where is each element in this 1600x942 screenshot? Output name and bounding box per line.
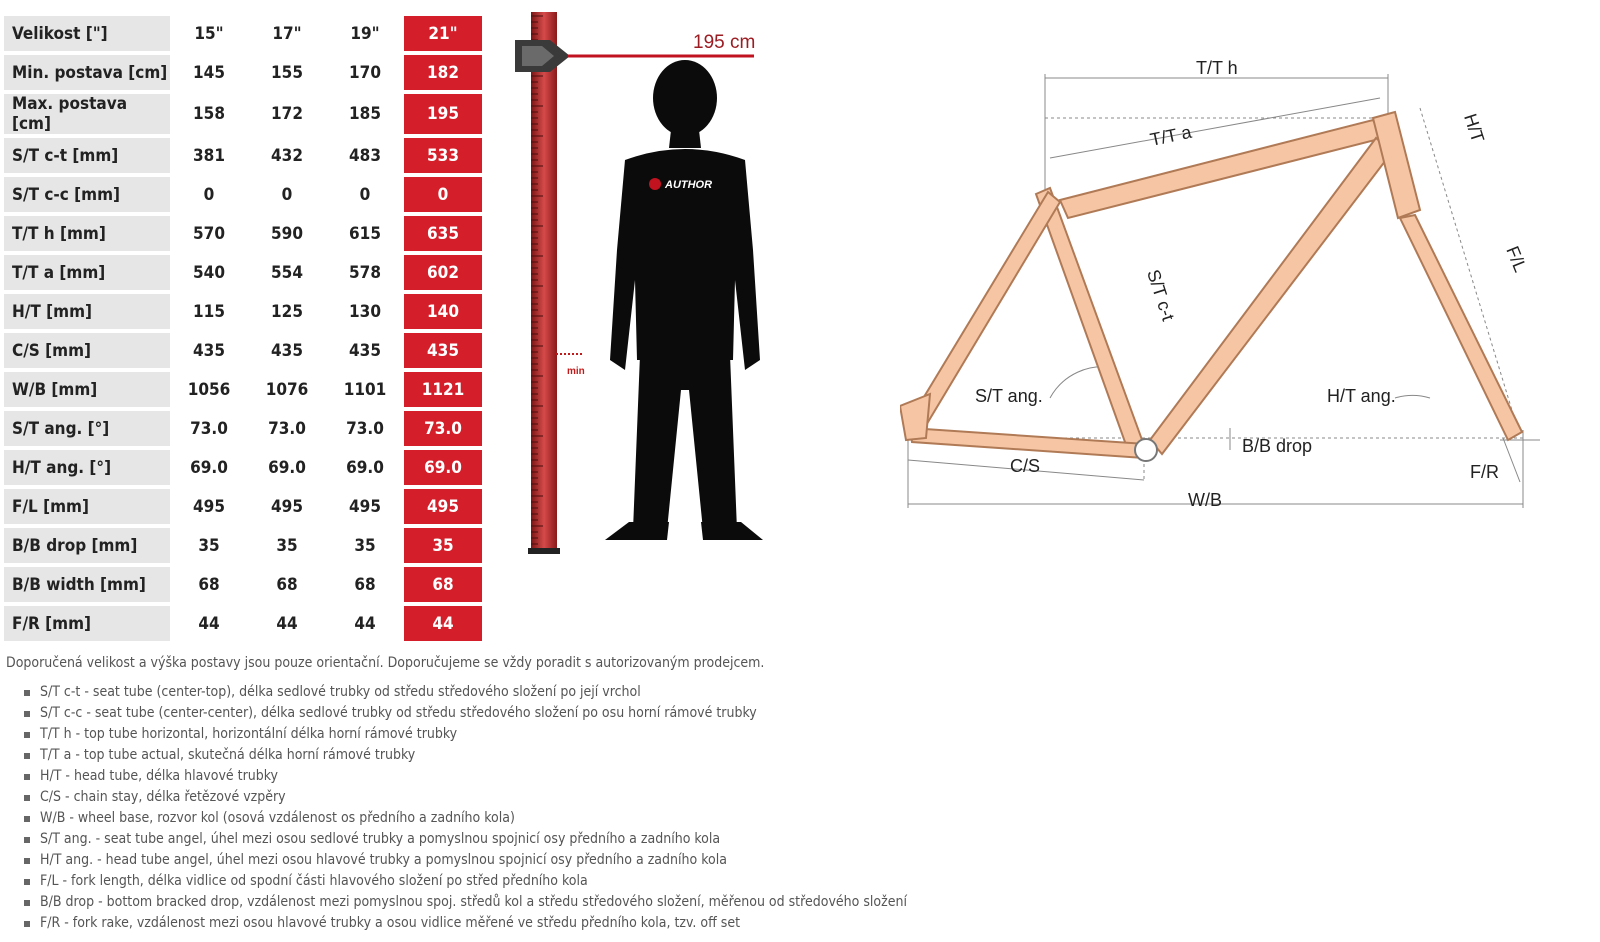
frame-outline [900,112,1522,461]
geometry-row [4,606,482,641]
row-label: S/T ang. [°] [4,411,170,446]
abbreviation-item: W/B - wheel base, rozvor kol (osová vzdálenost os předního a zadního kola) [20,808,907,829]
person-silhouette [585,60,785,550]
size-value: 69.0 [346,457,384,478]
abbreviation-item: B/B drop - bottom bracked drop, vzdálenost mezi pomyslnou spoj. středů kol a středu středového složení, měřenou od středového složení [20,892,907,913]
size-value: 73.0 [190,418,228,439]
frame-geometry-diagram [900,60,1560,530]
geometry-row [4,55,482,90]
label-st-ang: S/T ang. [975,386,1043,406]
size-value: 495 [349,496,381,517]
geometry-table [4,12,482,645]
geometry-row [4,450,482,485]
size-value: 17" [272,23,302,44]
size-value: 73.0 [268,418,306,439]
size-value: 35 [276,535,298,556]
size-value: 185 [349,104,381,124]
label-wb: W/B [1188,490,1222,510]
size-value: 35 [198,535,220,556]
size-value: 44 [354,613,376,634]
size-value: 1076 [265,379,309,400]
geometry-row [4,255,482,290]
geometry-row [4,177,482,212]
abbreviation-list [20,682,907,934]
size-value: 44 [198,613,220,634]
size-value: 0 [359,184,371,205]
size-value: 578 [349,262,381,283]
highlighted-size-value: 195 [404,94,482,134]
abbreviation-item: F/R - fork rake, vzdálenost mezi osou hlavové trubky a osou vidlice měřené ve středu předního kola, tzv. off set [20,913,907,934]
highlighted-size-value: 635 [404,216,482,251]
label-cs: C/S [1010,456,1041,476]
size-value: 130 [349,301,381,322]
row-label: T/T h [mm] [4,216,170,251]
size-value: 0 [203,184,215,205]
size-value: 68 [198,574,220,595]
abbreviation-item: T/T a - top tube actual, skutečná délka horní rámové trubky [20,745,907,766]
size-value: 158 [193,104,225,124]
geometry-row [4,489,482,524]
geometry-row [4,567,482,602]
size-value: 19" [350,23,380,44]
recommendation-note: Doporučená velikost a výška postavy jsou pouze orientační. Doporučujeme se vždy poradit s autorizovaným prodejcem. [6,655,765,671]
geometry-row [4,372,482,407]
geometry-table-body [4,16,482,641]
row-label: B/B drop [mm] [4,528,170,563]
row-label: H/T ang. [°] [4,450,170,485]
size-value: 69.0 [268,457,306,478]
abbreviation-item: H/T ang. - head tube angel, úhel mezi osou hlavové trubky a pomyslnou spojnicí osy předního a zadního kola [20,850,907,871]
size-value: 554 [271,262,303,283]
highlighted-size-value: 73.0 [404,411,482,446]
size-value: 125 [271,301,303,322]
label-bb-drop: B/B drop [1242,436,1313,456]
row-label: H/T [mm] [4,294,170,329]
size-value: 483 [349,145,381,166]
label-tt-h: T/T h [1196,60,1238,78]
geometry-row [4,138,482,173]
geometry-row [4,294,482,329]
row-label: S/T c-c [mm] [4,177,170,212]
size-value: 68 [354,574,376,595]
size-value: 590 [271,223,303,244]
size-value: 15" [194,23,224,44]
label-ht: H/T [1460,111,1489,145]
abbreviation-item: C/S - chain stay, délka řetězové vzpěry [20,787,907,808]
geometry-row [4,216,482,251]
highlighted-size-value: 68 [404,567,482,602]
label-fr: F/R [1470,462,1499,482]
geometry-row [4,94,482,134]
size-value: 1056 [187,379,231,400]
abbreviation-item: F/L - fork length, délka vidlice od spodní části hlavového složení po střed předního kola [20,871,907,892]
size-value: 73.0 [346,418,384,439]
ruler-base [528,548,560,554]
geometry-row [4,528,482,563]
min-height-label: min [567,366,585,377]
label-tt-a: T/T a [1148,121,1194,150]
highlighted-size-value: 182 [404,55,482,90]
highlighted-size-value: 44 [404,606,482,641]
size-value: 0 [281,184,293,205]
highlighted-size-value: 435 [404,333,482,368]
size-value: 145 [193,62,225,83]
size-value: 432 [271,145,303,166]
size-value: 540 [193,262,225,283]
abbreviation-item: H/T - head tube, délka hlavové trubky [20,766,907,787]
row-label: Max. postava [cm] [4,94,170,134]
ruler-ticks [531,12,557,552]
label-fl: F/L [1502,243,1531,275]
size-value: 35 [354,535,376,556]
size-value: 435 [349,340,381,361]
highlighted-size-value: 533 [404,138,482,173]
brand-logo-icon [649,178,661,190]
highlighted-size-value: 495 [404,489,482,524]
size-value: 172 [271,104,303,124]
size-value: 495 [271,496,303,517]
highlighted-size-value: 69.0 [404,450,482,485]
size-value: 68 [276,574,298,595]
row-label: B/B width [mm] [4,567,170,602]
row-label: C/S [mm] [4,333,170,368]
size-value: 435 [271,340,303,361]
label-st-ct: S/T c-t [1143,267,1179,324]
size-value: 615 [349,223,381,244]
size-value: 44 [276,613,298,634]
highlighted-size-value: 140 [404,294,482,329]
geometry-row [4,333,482,368]
highlighted-size-value: 21" [404,16,482,51]
size-value: 115 [193,301,225,322]
highlighted-size-value: 35 [404,528,482,563]
abbreviation-item: S/T ang. - seat tube angel, úhel mezi osou sedlové trubky a pomyslnou spojnicí osy předního a zadního kola [20,829,907,850]
abbreviation-item: S/T c-c - seat tube (center-center), délka sedlové trubky od středu středového složení po osu horní rámové trubky [20,703,907,724]
row-label: W/B [mm] [4,372,170,407]
row-label: F/L [mm] [4,489,170,524]
abbreviation-item: T/T h - top tube horizontal, horizontální délka horní rámové trubky [20,724,907,745]
size-value: 1101 [343,379,387,400]
size-value: 570 [193,223,225,244]
size-value: 435 [193,340,225,361]
row-label: S/T c-t [mm] [4,138,170,173]
highlighted-size-value: 602 [404,255,482,290]
row-label: Min. postava [cm] [4,55,170,90]
row-label: Velikost ["] [4,16,170,51]
max-height-label: 195 cm [693,32,756,53]
size-value: 155 [271,62,303,83]
row-label: T/T a [mm] [4,255,170,290]
label-ht-ang: H/T ang. [1327,386,1396,406]
geometry-row [4,16,482,51]
brand-logo-text: AUTHOR [665,179,713,191]
size-value: 170 [349,62,381,83]
size-value: 495 [193,496,225,517]
geometry-row [4,411,482,446]
abbreviation-item: S/T c-t - seat tube (center-top), délka sedlové trubky od středu středového složení po její vrchol [20,682,907,703]
size-value: 69.0 [190,457,228,478]
highlighted-size-value: 0 [404,177,482,212]
highlighted-size-value: 1121 [404,372,482,407]
size-value: 381 [193,145,225,166]
row-label: F/R [mm] [4,606,170,641]
